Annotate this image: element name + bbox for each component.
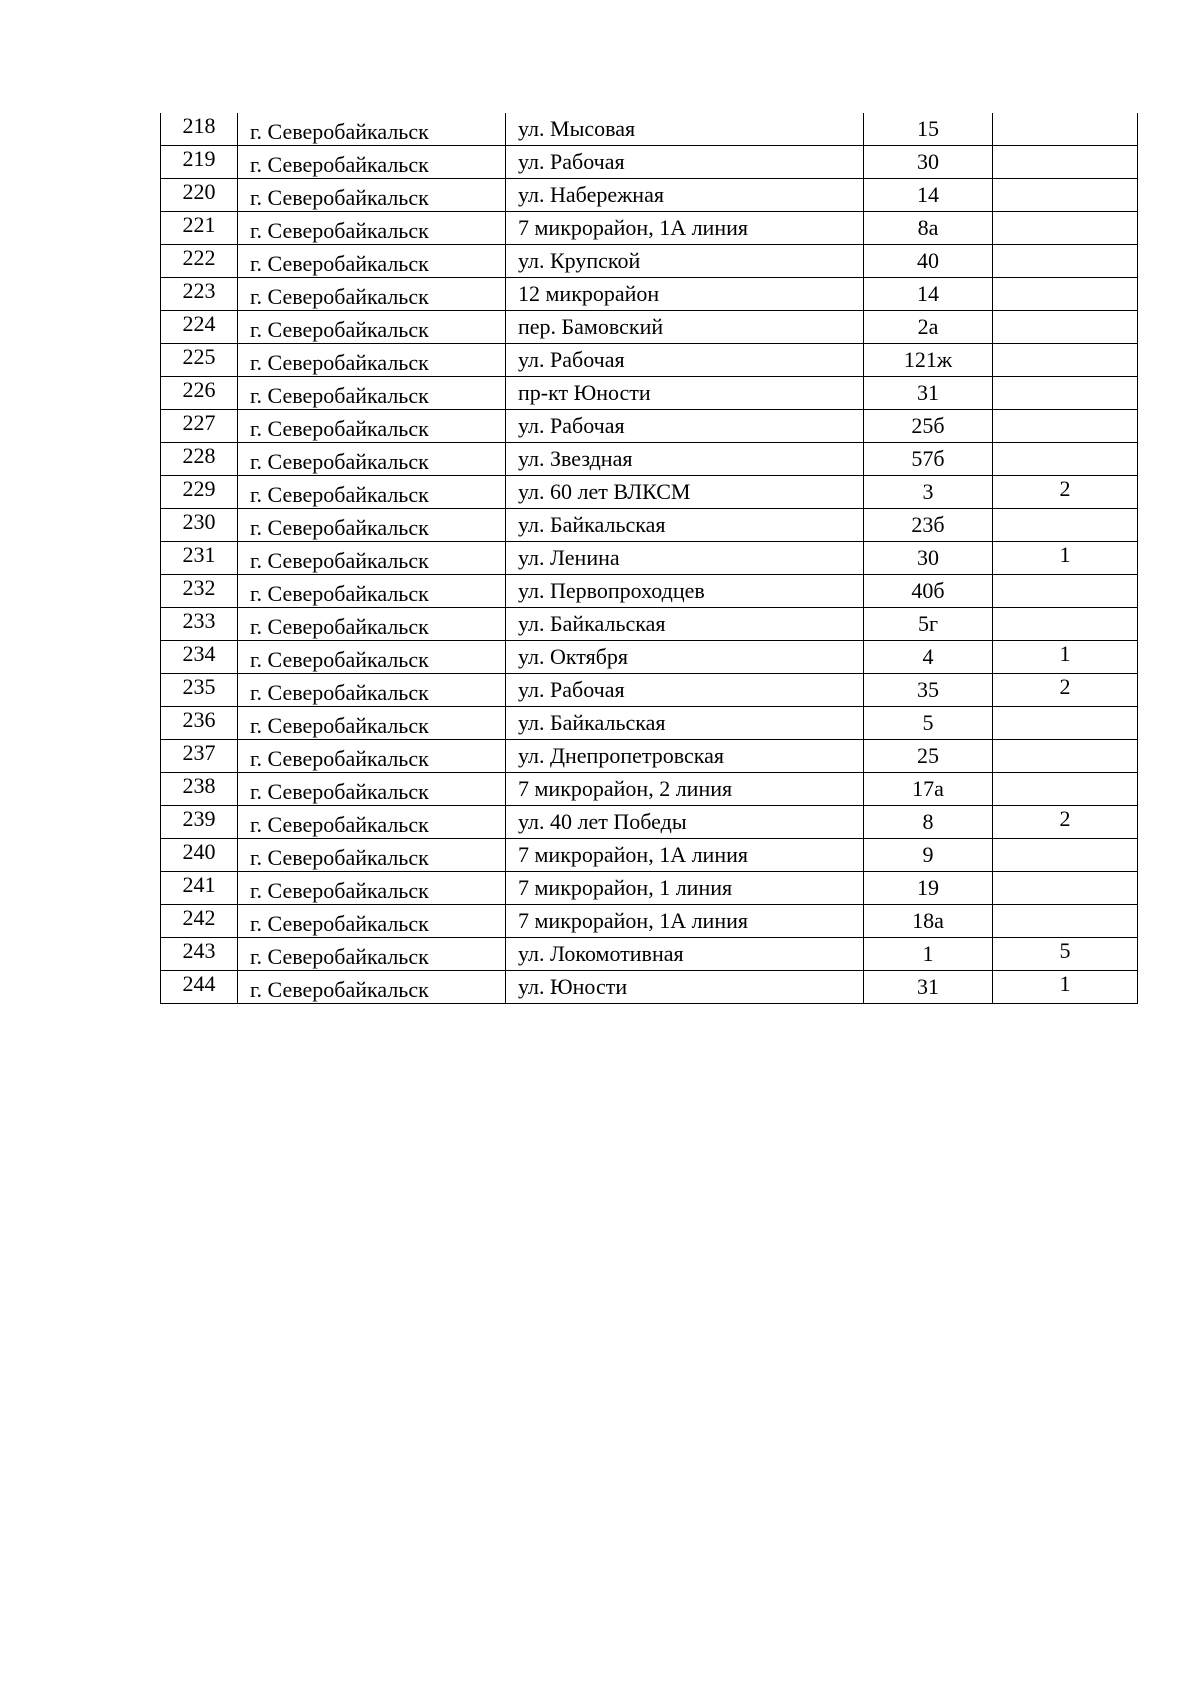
city-cell	[238, 410, 506, 443]
table-row	[161, 212, 1138, 245]
row-number-text: 235	[182, 674, 216, 699]
house-number-cell-text: 17а	[912, 776, 944, 801]
street-cell-text: ул. Рабочая	[518, 677, 625, 702]
row-number-text: 231	[182, 542, 216, 567]
street-cell	[506, 905, 864, 938]
city-cell-text: г. Северобайкальск	[250, 647, 429, 672]
row-number	[161, 773, 238, 806]
count-cell	[993, 971, 1138, 1004]
city-cell-text: г. Северобайкальск	[250, 746, 429, 771]
row-number	[161, 641, 238, 674]
city-cell	[238, 377, 506, 410]
house-number-cell-text: 25б	[911, 413, 945, 438]
row-number	[161, 806, 238, 839]
table-row	[161, 179, 1138, 212]
house-number-cell	[864, 641, 993, 674]
city-cell	[238, 740, 506, 773]
house-number-cell	[864, 872, 993, 905]
street-cell	[506, 872, 864, 905]
city-cell-text: г. Северобайкальск	[250, 548, 429, 573]
street-cell-text: ул. Рабочая	[518, 413, 625, 438]
street-cell	[506, 641, 864, 674]
street-cell	[506, 839, 864, 872]
city-cell	[238, 113, 506, 146]
house-number-cell-text: 30	[917, 149, 939, 174]
count-cell-text: 1	[1059, 542, 1071, 567]
street-cell	[506, 608, 864, 641]
city-cell	[238, 344, 506, 377]
street-cell-text: ул. Юности	[518, 974, 628, 999]
row-number-text: 225	[182, 344, 216, 369]
row-number-text: 244	[182, 971, 216, 996]
house-number-cell-text: 19	[917, 875, 939, 900]
street-cell	[506, 476, 864, 509]
house-number-cell	[864, 443, 993, 476]
table-row	[161, 476, 1138, 509]
house-number-cell-text: 9	[922, 842, 934, 867]
table-row	[161, 806, 1138, 839]
house-number-cell	[864, 542, 993, 575]
house-number-cell-text: 35	[917, 677, 939, 702]
street-cell-text: ул. Набережная	[518, 182, 664, 207]
city-cell	[238, 443, 506, 476]
table-row	[161, 443, 1138, 476]
city-cell-text: г. Северобайкальск	[250, 152, 429, 177]
row-number-text: 221	[182, 212, 216, 237]
table-row	[161, 245, 1138, 278]
street-cell-text: 7 микрорайон, 1А линия	[518, 908, 749, 933]
city-cell-text: г. Северобайкальск	[250, 218, 429, 243]
house-number-cell-text: 31	[917, 974, 939, 999]
house-number-cell	[864, 245, 993, 278]
street-cell	[506, 443, 864, 476]
street-cell	[506, 278, 864, 311]
city-cell	[238, 608, 506, 641]
city-cell	[238, 905, 506, 938]
count-cell	[993, 608, 1138, 641]
city-cell-text: г. Северобайкальск	[250, 944, 429, 969]
house-number-cell	[864, 311, 993, 344]
table-row	[161, 707, 1138, 740]
street-cell	[506, 806, 864, 839]
street-cell-text: ул. Октября	[518, 644, 629, 669]
house-number-cell-text: 8	[922, 809, 934, 834]
city-cell	[238, 839, 506, 872]
city-cell-text: г. Северобайкальск	[250, 185, 429, 210]
city-cell	[238, 872, 506, 905]
table-row	[161, 146, 1138, 179]
house-number-cell-text: 30	[917, 545, 939, 570]
street-cell-text: ул. Локомотивная	[518, 941, 684, 966]
count-cell	[993, 773, 1138, 806]
street-cell-text: пер. Бамовский	[518, 314, 664, 339]
house-number-cell-text: 121ж	[903, 347, 953, 372]
house-number-cell	[864, 905, 993, 938]
row-number-text: 238	[182, 773, 216, 798]
count-cell-text: 2	[1059, 806, 1071, 831]
house-number-cell	[864, 608, 993, 641]
street-cell-text: ул. Мысовая	[518, 116, 636, 141]
city-cell-text: г. Северобайкальск	[250, 581, 429, 606]
street-cell	[506, 938, 864, 971]
street-cell	[506, 113, 864, 146]
row-number-text: 243	[182, 938, 216, 963]
count-cell	[993, 113, 1138, 146]
city-cell	[238, 641, 506, 674]
count-cell	[993, 872, 1138, 905]
count-cell	[993, 542, 1138, 575]
city-cell-text: г. Северобайкальск	[250, 383, 429, 408]
address-table	[160, 113, 1138, 1004]
count-cell	[993, 311, 1138, 344]
street-cell	[506, 542, 864, 575]
city-cell-text: г. Северобайкальск	[250, 284, 429, 309]
house-number-cell	[864, 476, 993, 509]
row-number	[161, 608, 238, 641]
count-cell-text: 5	[1059, 938, 1071, 963]
house-number-cell	[864, 674, 993, 707]
city-cell	[238, 773, 506, 806]
house-number-cell	[864, 179, 993, 212]
row-number-text: 237	[182, 740, 216, 765]
street-cell	[506, 377, 864, 410]
row-number	[161, 938, 238, 971]
table-row	[161, 773, 1138, 806]
row-number	[161, 674, 238, 707]
count-cell	[993, 278, 1138, 311]
city-cell-text: г. Северобайкальск	[250, 845, 429, 870]
city-cell	[238, 509, 506, 542]
count-cell	[993, 245, 1138, 278]
count-cell	[993, 443, 1138, 476]
row-number	[161, 179, 238, 212]
count-cell	[993, 839, 1138, 872]
street-cell	[506, 179, 864, 212]
street-cell	[506, 707, 864, 740]
house-number-cell	[864, 278, 993, 311]
house-number-cell-text: 23б	[911, 512, 945, 537]
address-table-body	[161, 113, 1138, 1004]
row-number-text: 236	[182, 707, 216, 732]
count-cell	[993, 707, 1138, 740]
street-cell-text: пр-кт Юности	[518, 380, 651, 405]
house-number-cell	[864, 971, 993, 1004]
table-row	[161, 674, 1138, 707]
row-number	[161, 113, 238, 146]
house-number-cell	[864, 146, 993, 179]
city-cell-text: г. Северобайкальск	[250, 713, 429, 738]
street-cell	[506, 410, 864, 443]
row-number-text: 218	[182, 113, 216, 138]
city-cell-text: г. Северобайкальск	[250, 878, 429, 903]
street-cell-text: ул. Крупской	[518, 248, 641, 273]
row-number-text: 241	[182, 872, 216, 897]
street-cell	[506, 245, 864, 278]
count-cell-text: 2	[1059, 476, 1071, 501]
house-number-cell	[864, 212, 993, 245]
city-cell	[238, 707, 506, 740]
row-number	[161, 509, 238, 542]
street-cell-text: ул. Рабочая	[518, 149, 625, 174]
row-number-text: 227	[182, 410, 216, 435]
table-row	[161, 542, 1138, 575]
count-cell	[993, 641, 1138, 674]
row-number	[161, 542, 238, 575]
house-number-cell	[864, 575, 993, 608]
row-number-text: 239	[182, 806, 216, 831]
row-number	[161, 311, 238, 344]
house-number-cell-text: 40б	[911, 578, 945, 603]
count-cell	[993, 476, 1138, 509]
city-cell	[238, 278, 506, 311]
row-number	[161, 740, 238, 773]
house-number-cell	[864, 344, 993, 377]
house-number-cell	[864, 707, 993, 740]
house-number-cell-text: 1	[922, 941, 934, 966]
table-row	[161, 971, 1138, 1004]
city-cell-text: г. Северобайкальск	[250, 119, 429, 144]
count-cell	[993, 905, 1138, 938]
row-number-text: 223	[182, 278, 216, 303]
table-row	[161, 410, 1138, 443]
count-cell-text: 1	[1059, 641, 1071, 666]
city-cell	[238, 575, 506, 608]
row-number-text: 219	[182, 146, 216, 171]
house-number-cell	[864, 410, 993, 443]
row-number-text: 224	[182, 311, 216, 336]
count-cell	[993, 377, 1138, 410]
table-row	[161, 608, 1138, 641]
house-number-cell	[864, 806, 993, 839]
house-number-cell-text: 5	[922, 710, 934, 735]
street-cell	[506, 146, 864, 179]
table-row	[161, 839, 1138, 872]
street-cell	[506, 212, 864, 245]
house-number-cell	[864, 113, 993, 146]
city-cell	[238, 311, 506, 344]
row-number-text: 220	[182, 179, 216, 204]
row-number	[161, 839, 238, 872]
street-cell	[506, 344, 864, 377]
city-cell	[238, 938, 506, 971]
house-number-cell-text: 5г	[917, 611, 939, 636]
row-number	[161, 410, 238, 443]
table-row	[161, 905, 1138, 938]
row-number	[161, 905, 238, 938]
city-cell	[238, 245, 506, 278]
house-number-cell-text: 4	[922, 644, 934, 669]
row-number-text: 228	[182, 443, 216, 468]
row-number	[161, 212, 238, 245]
city-cell	[238, 146, 506, 179]
row-number	[161, 443, 238, 476]
city-cell-text: г. Северобайкальск	[250, 911, 429, 936]
count-cell	[993, 740, 1138, 773]
count-cell	[993, 410, 1138, 443]
count-cell	[993, 938, 1138, 971]
table-row	[161, 377, 1138, 410]
count-cell-text: 1	[1059, 971, 1071, 996]
row-number-text: 229	[182, 476, 216, 501]
table-row	[161, 575, 1138, 608]
count-cell	[993, 146, 1138, 179]
row-number-text: 226	[182, 377, 216, 402]
count-cell	[993, 344, 1138, 377]
street-cell-text: ул. 60 лет ВЛКСМ	[518, 479, 691, 504]
count-cell	[993, 575, 1138, 608]
city-cell-text: г. Северобайкальск	[250, 350, 429, 375]
house-number-cell-text: 14	[917, 281, 939, 306]
city-cell-text: г. Северобайкальск	[250, 812, 429, 837]
row-number-text: 242	[182, 905, 216, 930]
street-cell-text: ул. Первопроходцев	[518, 578, 705, 603]
street-cell	[506, 311, 864, 344]
count-cell	[993, 212, 1138, 245]
street-cell-text: 7 микрорайон, 2 линия	[518, 776, 733, 801]
table-row	[161, 872, 1138, 905]
house-number-cell-text: 14	[917, 182, 939, 207]
street-cell-text: ул. Байкальская	[518, 512, 666, 537]
table-row	[161, 344, 1138, 377]
city-cell	[238, 674, 506, 707]
city-cell	[238, 476, 506, 509]
city-cell	[238, 212, 506, 245]
row-number-text: 234	[182, 641, 216, 666]
row-number	[161, 146, 238, 179]
street-cell-text: ул. Рабочая	[518, 347, 625, 372]
city-cell-text: г. Северобайкальск	[250, 680, 429, 705]
street-cell-text: ул. Днепропетровская	[518, 743, 725, 768]
street-cell-text: ул. Звездная	[518, 446, 633, 471]
house-number-cell-text: 31	[917, 380, 939, 405]
count-cell	[993, 806, 1138, 839]
row-number	[161, 344, 238, 377]
table-row	[161, 938, 1138, 971]
street-cell-text: ул. 40 лет Победы	[518, 809, 687, 834]
house-number-cell-text: 2а	[917, 314, 939, 339]
city-cell-text: г. Северобайкальск	[250, 614, 429, 639]
row-number-text: 222	[182, 245, 216, 270]
city-cell	[238, 179, 506, 212]
house-number-cell-text: 40	[917, 248, 939, 273]
street-cell	[506, 509, 864, 542]
count-cell-text: 2	[1059, 674, 1071, 699]
street-cell	[506, 674, 864, 707]
house-number-cell	[864, 740, 993, 773]
row-number	[161, 245, 238, 278]
row-number	[161, 707, 238, 740]
city-cell	[238, 542, 506, 575]
house-number-cell-text: 8а	[917, 215, 939, 240]
row-number	[161, 278, 238, 311]
house-number-cell-text: 57б	[911, 446, 945, 471]
table-row	[161, 641, 1138, 674]
street-cell-text: 7 микрорайон, 1А линия	[518, 842, 749, 867]
street-cell	[506, 773, 864, 806]
row-number	[161, 377, 238, 410]
city-cell-text: г. Северобайкальск	[250, 449, 429, 474]
row-number-text: 232	[182, 575, 216, 600]
street-cell-text: 7 микрорайон, 1А линия	[518, 215, 749, 240]
house-number-cell	[864, 377, 993, 410]
house-number-cell	[864, 773, 993, 806]
table-row	[161, 740, 1138, 773]
city-cell	[238, 806, 506, 839]
row-number	[161, 872, 238, 905]
house-number-cell	[864, 839, 993, 872]
street-cell	[506, 575, 864, 608]
row-number	[161, 971, 238, 1004]
table-row	[161, 113, 1138, 146]
city-cell-text: г. Северобайкальск	[250, 416, 429, 441]
street-cell-text: ул. Байкальская	[518, 710, 666, 735]
table-row	[161, 278, 1138, 311]
street-cell-text: ул. Ленина	[518, 545, 620, 570]
street-cell-text: ул. Байкальская	[518, 611, 666, 636]
table-row	[161, 311, 1138, 344]
street-cell-text: 12 микрорайон	[518, 281, 660, 306]
count-cell	[993, 179, 1138, 212]
row-number	[161, 575, 238, 608]
city-cell-text: г. Северобайкальск	[250, 977, 429, 1002]
street-cell-text: 7 микрорайон, 1 линия	[518, 875, 733, 900]
house-number-cell-text: 18а	[912, 908, 944, 933]
row-number	[161, 476, 238, 509]
count-cell	[993, 509, 1138, 542]
house-number-cell	[864, 938, 993, 971]
house-number-cell-text: 3	[922, 479, 934, 504]
city-cell-text: г. Северобайкальск	[250, 251, 429, 276]
row-number-text: 240	[182, 839, 216, 864]
street-cell	[506, 971, 864, 1004]
house-number-cell-text: 25	[917, 743, 939, 768]
house-number-cell	[864, 509, 993, 542]
row-number-text: 233	[182, 608, 216, 633]
street-cell	[506, 740, 864, 773]
table-row	[161, 509, 1138, 542]
city-cell-text: г. Северобайкальск	[250, 317, 429, 342]
city-cell-text: г. Северобайкальск	[250, 779, 429, 804]
count-cell	[993, 674, 1138, 707]
city-cell	[238, 971, 506, 1004]
house-number-cell-text: 15	[917, 116, 939, 141]
city-cell-text: г. Северобайкальск	[250, 482, 429, 507]
row-number-text: 230	[182, 509, 216, 534]
city-cell-text: г. Северобайкальск	[250, 515, 429, 540]
